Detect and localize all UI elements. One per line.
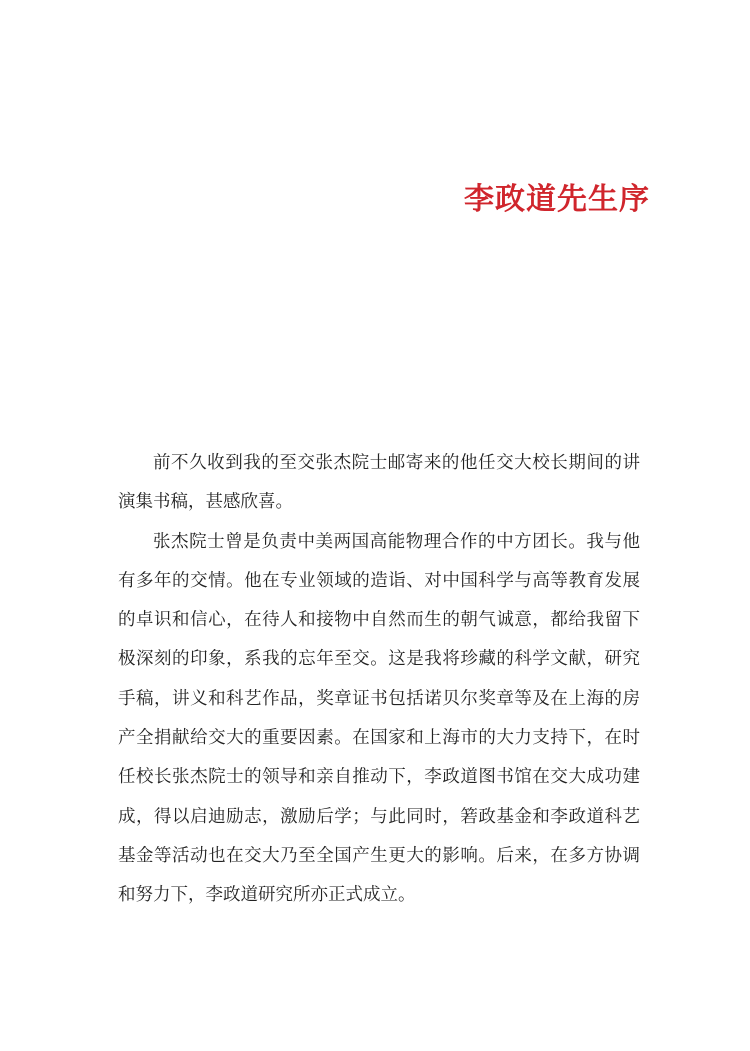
page-title: 李政道先生序 [464,182,650,217]
paragraph-2: 张杰院士曾是负责中美两国高能物理合作的中方团长。我与他有多年的交情。他在专业领域的造诣、对中国科学与高等教育发展的卓识和信心，在待人和接物中自然而生的朝气诚意，都给我留下极深刻的印象，系我的忘年至交。这是我将珍藏的科学文献，研究手稿，讲义和科艺作品，奖章证书包括诺贝尔奖章等及在上海的房产全捐献给交大的重要因素。在国家和上海市的大力支持下，在时任校长张杰院士的领导和亲自推动下，李政道图书馆在交大成功建成，得以启迪励志，激励后学；与此同时，箬政基金和李政道科艺基金等活动也在交大乃至全国产生更大的影响。后来，在多方协调和努力下，李政道研究所亦正式成立。 [118,531,640,906]
preface-body [118,444,640,916]
paragraph-1: 前不久收到我的至交张杰院士邮寄来的他任交大校长期间的讲演集书稿，甚感欣喜。 [118,453,640,513]
